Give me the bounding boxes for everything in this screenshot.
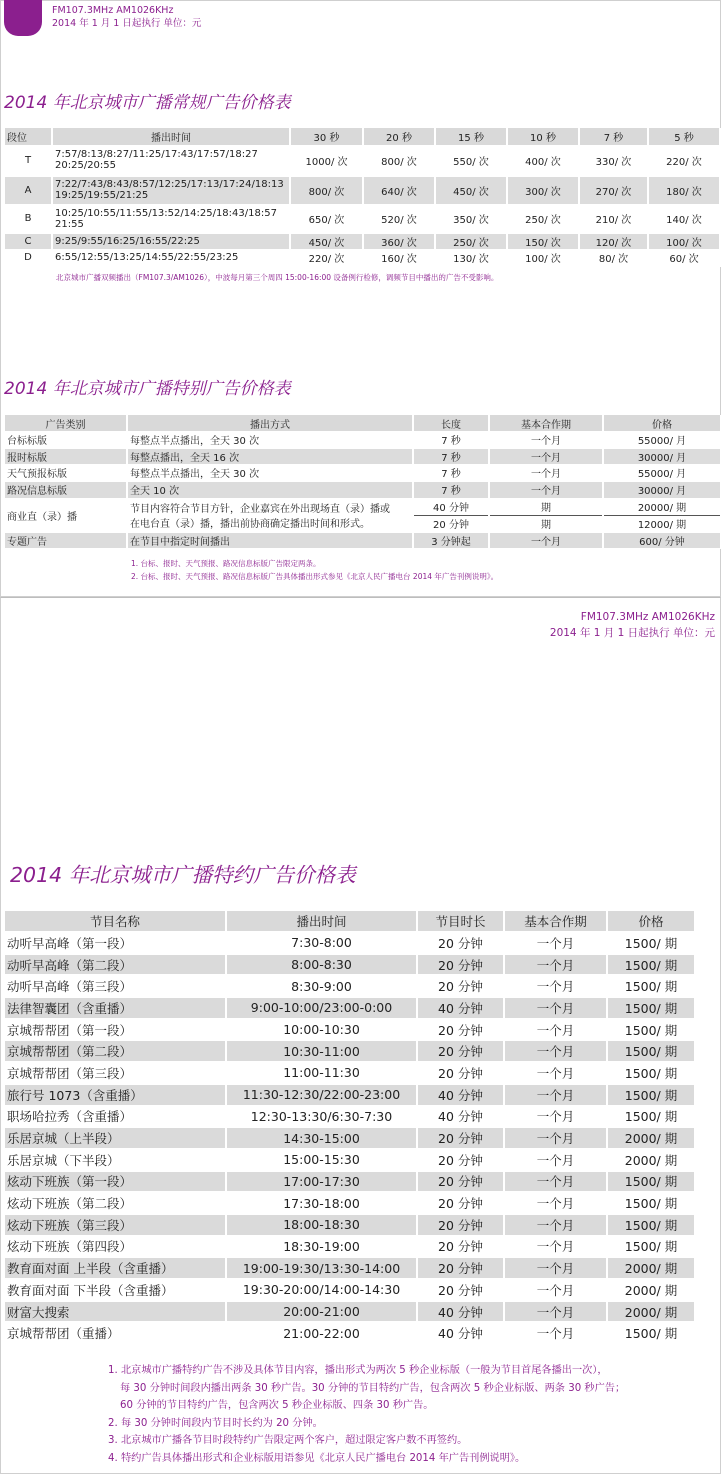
program-name-cell: 炫动下班族（第二段）: [5, 1192, 226, 1214]
length-cell: 20 分钟: [413, 515, 489, 532]
period-cell: 一个月: [504, 1019, 607, 1041]
period-cell: 一个月: [504, 1279, 607, 1301]
duration-cell: 40 分钟: [417, 997, 504, 1019]
table-row: [5, 1149, 695, 1171]
column-header: 20 秒: [363, 128, 435, 145]
program-name-cell: 炫动下班族（第三段）: [5, 1214, 226, 1236]
price-cell: 1500/ 期: [607, 1192, 695, 1214]
column-header: 价格: [603, 415, 721, 431]
table-row: [5, 532, 721, 548]
price-cell: 60/ 次: [648, 249, 720, 266]
price-cell: 800/ 次: [363, 145, 435, 176]
table-row: [5, 204, 720, 233]
price-cell: 2000/ 期: [607, 1279, 695, 1301]
table-row: [5, 1322, 695, 1344]
table-row: [5, 1040, 695, 1062]
duration-cell: 20 分钟: [417, 932, 504, 954]
airtime-line: 19:25/19:55/21:25: [55, 190, 149, 201]
airtime-cell: 8:30-9:00: [226, 975, 417, 997]
period-cell: 一个月: [504, 1301, 607, 1323]
price-cell: 100/ 次: [648, 233, 720, 249]
duration-cell: 20 分钟: [417, 1236, 504, 1258]
column-header: 节目时长: [417, 911, 504, 932]
airtime-cell: 18:30-19:00: [226, 1236, 417, 1258]
price-cell: 210/ 次: [579, 204, 648, 233]
table-row: [5, 975, 695, 997]
length-cell: 40 分钟: [413, 498, 489, 515]
program-name-cell: 乐居京城（上半段）: [5, 1127, 226, 1149]
price-cell: 30000/ 月: [603, 481, 721, 498]
segment-cell: A: [5, 176, 52, 204]
duration-cell: 20 分钟: [417, 1279, 504, 1301]
table-row: [5, 1257, 695, 1279]
duration-cell: 20 分钟: [417, 1062, 504, 1084]
price-cell: 360/ 次: [363, 233, 435, 249]
program-name-cell: 京城帮帮团（第三段）: [5, 1062, 226, 1084]
price-cell: 1500/ 期: [607, 932, 695, 954]
regular-ad-price-title: 2014 年北京城市广播常规广告价格表: [4, 93, 291, 113]
price-cell: 600/ 分钟: [603, 532, 721, 548]
period-cell: 期: [489, 498, 603, 515]
airtime-cell: 9:25/9:55/16:25/16:55/22:25: [52, 233, 290, 249]
price-cell: 120/ 次: [579, 233, 648, 249]
program-name-cell: 炫动下班族（第一段）: [5, 1171, 226, 1193]
price-cell: 640/ 次: [363, 176, 435, 204]
price-cell: 1500/ 期: [607, 1019, 695, 1041]
column-header: 价格: [607, 911, 695, 932]
price-cell: 1500/ 期: [607, 997, 695, 1019]
column-header: 7 秒: [579, 128, 648, 145]
page-header: [550, 609, 715, 641]
period-cell: 一个月: [504, 932, 607, 954]
table-row: [5, 481, 721, 498]
price-cell: 450/ 次: [290, 233, 363, 249]
column-header: 播出方式: [127, 415, 413, 431]
price-cell: 1500/ 期: [607, 1040, 695, 1062]
table-row: [5, 932, 695, 954]
price-cell: 520/ 次: [363, 204, 435, 233]
price-cell: 300/ 次: [507, 176, 579, 204]
price-cell: 1000/ 次: [290, 145, 363, 176]
price-cell: 100/ 次: [507, 249, 579, 266]
price-cell: 130/ 次: [435, 249, 507, 266]
note-line: 2. 每 30 分钟时间段内节目时长约为 20 分钟。: [108, 1417, 323, 1429]
price-cell: 250/ 次: [507, 204, 579, 233]
period-cell: 一个月: [504, 1127, 607, 1149]
special-ad-price-table: [5, 415, 722, 549]
program-name-cell: 财富大搜索: [5, 1301, 226, 1323]
column-header: 段位: [5, 128, 52, 145]
airtime-cell: 12:30-13:30/6:30-7:30: [226, 1106, 417, 1128]
price-cell: 55000/ 月: [603, 464, 721, 481]
airtime-cell: 17:00-17:30: [226, 1171, 417, 1193]
period-cell: 一个月: [504, 1322, 607, 1344]
duration-cell: 20 分钟: [417, 975, 504, 997]
broadcast-method-cell: [127, 498, 413, 532]
price-cell: 550/ 次: [435, 145, 507, 176]
broadcast-method-cell: 每整点半点播出，全天 30 次: [127, 464, 413, 481]
table-row: [5, 1214, 695, 1236]
period-cell: 一个月: [504, 1062, 607, 1084]
price-cell: 1500/ 期: [607, 1214, 695, 1236]
column-header: 长度: [413, 415, 489, 431]
airtime-cell: 7:30-8:00: [226, 932, 417, 954]
airtime-cell: 18:00-18:30: [226, 1214, 417, 1236]
regular-ad-price-table: [5, 128, 721, 267]
price-cell: 2000/ 期: [607, 1149, 695, 1171]
price-cell: 1500/ 期: [607, 954, 695, 976]
table-header-row: [5, 128, 720, 145]
price-cell: 1500/ 期: [607, 1062, 695, 1084]
special-ad-price-title: 2014 年北京城市广播特别广告价格表: [4, 379, 291, 399]
airtime-cell: 17:30-18:00: [226, 1192, 417, 1214]
program-name-cell: 职场哈拉秀（含重播）: [5, 1106, 226, 1128]
airtime-cell: 11:00-11:30: [226, 1062, 417, 1084]
table-header-row: [5, 911, 695, 932]
duration-cell: 20 分钟: [417, 1040, 504, 1062]
airtime-cell: 8:00-8:30: [226, 954, 417, 976]
sponsored-ad-notes: [108, 1362, 625, 1467]
broadcast-method-cell: 在节目中指定时间播出: [127, 532, 413, 548]
table-row: [5, 1062, 695, 1084]
note-line: 每 30 分钟时间段内播出两条 30 秒广告。30 分钟的节目特约广告，包含两次 5 秒企业标版、两条 30 秒广告；: [120, 1382, 626, 1394]
price-cell: 150/ 次: [507, 233, 579, 249]
column-header: 15 秒: [435, 128, 507, 145]
period-cell: 一个月: [504, 1040, 607, 1062]
program-name-cell: 乐居京城（下半段）: [5, 1149, 226, 1171]
sponsored-ad-price-title: 2014 年北京城市广播特约广告价格表: [10, 863, 356, 887]
price-cell: 12000/ 期: [603, 515, 721, 532]
airtime-line: 10:25/10:55/11:55/13:52/14:25/18:43/18:57: [55, 207, 277, 219]
table-row: [5, 954, 695, 976]
duration-cell: 20 分钟: [417, 1171, 504, 1193]
segment-cell: D: [5, 249, 52, 266]
column-header: 30 秒: [290, 128, 363, 145]
note-line: 2. 台标、报时、天气预报、路况信息标版广告具体播出形式参见《北京人民广播电台 2014 年广告刊例说明》。: [131, 572, 499, 581]
price-cell: 220/ 次: [290, 249, 363, 266]
airtime-line: 20:25/20:55: [55, 160, 117, 172]
column-header: 广告类别: [5, 415, 127, 431]
price-cell: 30000/ 月: [603, 448, 721, 464]
airtime-cell: 9:00-10:00/23:00-0:00: [226, 997, 417, 1019]
table-row: [5, 431, 721, 448]
airtime-cell: 15:00-15:30: [226, 1149, 417, 1171]
broadcast-method-cell: 每整点播出，全天 16 次: [127, 448, 413, 464]
table-row: [5, 1171, 695, 1193]
price-cell: 1500/ 期: [607, 1322, 695, 1344]
duration-cell: 20 分钟: [417, 1257, 504, 1279]
table-row: [5, 176, 720, 204]
price-cell: 330/ 次: [579, 145, 648, 176]
length-cell: 7 秒: [413, 481, 489, 498]
broadcast-method-cell: 每整点半点播出，全天 30 次: [127, 431, 413, 448]
price-cell: 250/ 次: [435, 233, 507, 249]
price-cell: 160/ 次: [363, 249, 435, 266]
regular-ad-note: 北京城市广播双频播出（FM107.3/AM1026），中波每月第三个周四 15:00-16:00 设备例行检修，调频节目中播出的广告不受影响。: [56, 273, 499, 282]
airtime-cell: [52, 204, 290, 233]
program-name-cell: 动听早高峰（第一段）: [5, 932, 226, 954]
duration-cell: 20 分钟: [417, 1149, 504, 1171]
period-cell: 一个月: [504, 1192, 607, 1214]
period-cell: 一个月: [504, 1149, 607, 1171]
duration-cell: 40 分钟: [417, 1301, 504, 1323]
price-cell: 140/ 次: [648, 204, 720, 233]
note-line: 4. 特约广告具体播出形式和企业标版用语参见《北京人民广播电台 2014 年广告刊例说明》。: [108, 1452, 526, 1464]
price-cell: 450/ 次: [435, 176, 507, 204]
airtime-cell: 10:00-10:30: [226, 1019, 417, 1041]
segment-cell: C: [5, 233, 52, 249]
sponsored-ad-price-table: [5, 911, 696, 1345]
airtime-line: 7:57/8:13/8:27/11:25/17:43/17:57/18:27: [55, 149, 258, 161]
table-row: [5, 464, 721, 481]
price-cell: 55000/ 月: [603, 431, 721, 448]
duration-cell: 20 分钟: [417, 1127, 504, 1149]
period-cell: 一个月: [504, 1257, 607, 1279]
airtime-cell: 10:30-11:00: [226, 1040, 417, 1062]
price-cell: 1500/ 期: [607, 1106, 695, 1128]
price-cell: 650/ 次: [290, 204, 363, 233]
length-cell: 7 秒: [413, 448, 489, 464]
table-row: [5, 233, 720, 249]
column-header: 基本合作期: [504, 911, 607, 932]
page-header: [52, 4, 201, 30]
price-cell: 1500/ 期: [607, 1236, 695, 1258]
broadcast-method-cell: 全天 10 次: [127, 481, 413, 498]
segment-cell: B: [5, 204, 52, 233]
method-line: 节目内容符合节目方针，企业嘉宾在外出现场直（录）播或: [130, 504, 390, 515]
program-name-cell: 动听早高峰（第二段）: [5, 954, 226, 976]
table-row: [5, 448, 721, 464]
price-cell: 20000/ 期: [603, 498, 721, 515]
price-cell: 1500/ 期: [607, 1084, 695, 1106]
duration-cell: 40 分钟: [417, 1322, 504, 1344]
column-header: 基本合作期: [489, 415, 603, 431]
airtime-cell: 21:00-22:00: [226, 1322, 417, 1344]
column-header: 节目名称: [5, 911, 226, 932]
ad-category-cell: 天气预报标版: [5, 464, 127, 481]
price-cell: 2000/ 期: [607, 1301, 695, 1323]
program-name-cell: 京城帮帮团（第一段）: [5, 1019, 226, 1041]
column-header: 播出时间: [52, 128, 290, 145]
length-cell: 7 秒: [413, 464, 489, 481]
period-cell: 一个月: [504, 1084, 607, 1106]
price-cell: 2000/ 期: [607, 1127, 695, 1149]
corner-tab-decoration: [4, 0, 42, 36]
airtime-line: 7:22/7:43/8:43/8:57/12:25/17:13/17:24/18:13: [55, 179, 284, 190]
ad-category-cell: 台标标版: [5, 431, 127, 448]
period-cell: 一个月: [504, 954, 607, 976]
program-name-cell: 京城帮帮团（重播）: [5, 1322, 226, 1344]
table-row: [5, 1019, 695, 1041]
ad-category-cell: 专题广告: [5, 532, 127, 548]
airtime-cell: [52, 176, 290, 204]
column-header: 10 秒: [507, 128, 579, 145]
column-header: 5 秒: [648, 128, 720, 145]
table-row: [5, 1279, 695, 1301]
table-row: [5, 1236, 695, 1258]
duration-cell: 20 分钟: [417, 1192, 504, 1214]
program-name-cell: 炫动下班族（第四段）: [5, 1236, 226, 1258]
airtime-cell: 11:30-12:30/22:00-23:00: [226, 1084, 417, 1106]
effective-date-text: 2014 年 1 月 1 日起执行 单位：元: [549, 627, 715, 639]
note-line: 1. 台标、报时、天气预报、路况信息标版广告限定两条。: [131, 559, 321, 568]
duration-cell: 40 分钟: [417, 1084, 504, 1106]
table-row: [5, 249, 720, 266]
table-header-row: [5, 415, 721, 431]
special-ad-notes: [131, 557, 498, 583]
ad-category-cell: 路况信息标版: [5, 481, 127, 498]
airtime-cell: 19:00-19:30/13:30-14:00: [226, 1257, 417, 1279]
program-name-cell: 教育面对面 下半段（含重播）: [5, 1279, 226, 1301]
program-name-cell: 旅行号 1073（含重播）: [5, 1084, 226, 1106]
program-name-cell: 教育面对面 上半段（含重播）: [5, 1257, 226, 1279]
program-name-cell: 京城帮帮团（第二段）: [5, 1040, 226, 1062]
table-row: [5, 1106, 695, 1128]
table-row: [5, 1127, 695, 1149]
price-cell: 220/ 次: [648, 145, 720, 176]
period-cell: 一个月: [504, 997, 607, 1019]
period-cell: 一个月: [489, 431, 603, 448]
price-cell: 350/ 次: [435, 204, 507, 233]
duration-cell: 20 分钟: [417, 1019, 504, 1041]
ad-category-cell: 商业直（录）播: [5, 498, 127, 532]
method-line: 在电台直（录）播，播出前协商确定播出时间和形式。: [130, 519, 370, 530]
airtime-cell: [52, 145, 290, 176]
effective-date-text: 2014 年 1 月 1 日起执行 单位：元: [52, 18, 202, 29]
period-cell: 期: [489, 515, 603, 532]
airtime-cell: 20:00-21:00: [226, 1301, 417, 1323]
duration-cell: 40 分钟: [417, 1106, 504, 1128]
airtime-cell: 19:30-20:00/14:00-14:30: [226, 1279, 417, 1301]
period-cell: 一个月: [504, 1214, 607, 1236]
price-cell: 1500/ 期: [607, 975, 695, 997]
duration-cell: 20 分钟: [417, 1214, 504, 1236]
period-cell: 一个月: [504, 1236, 607, 1258]
period-cell: 一个月: [489, 448, 603, 464]
note-line: 60 分钟的节目特约广告，包含两次 5 秒企业标版、四条 30 秒广告。: [120, 1400, 434, 1411]
period-cell: 一个月: [489, 481, 603, 498]
frequency-text: FM107.3MHz AM1026KHz: [580, 611, 715, 623]
airtime-cell: 6:55/12:55/13:25/14:55/22:55/23:25: [52, 249, 290, 266]
length-cell: 7 秒: [413, 431, 489, 448]
segment-cell: T: [5, 145, 52, 176]
airtime-cell: 14:30-15:00: [226, 1127, 417, 1149]
period-cell: 一个月: [489, 464, 603, 481]
price-cell: 1500/ 期: [607, 1171, 695, 1193]
table-row: [5, 145, 720, 176]
table-row: [5, 1192, 695, 1214]
table-row: [5, 1084, 695, 1106]
price-cell: 800/ 次: [290, 176, 363, 204]
program-name-cell: 法律智囊团（含重播）: [5, 997, 226, 1019]
table-row: [5, 498, 721, 515]
period-cell: 一个月: [504, 1106, 607, 1128]
note-line: 3. 北京城市广播各节目时段特约广告限定两个客户，超过限定客户数不再签约。: [108, 1435, 468, 1446]
column-header: 播出时间: [226, 911, 417, 932]
table-row: [5, 1301, 695, 1323]
frequency-text: FM107.3MHz AM1026KHz: [52, 5, 174, 16]
price-cell: 270/ 次: [579, 176, 648, 204]
price-cell: 400/ 次: [507, 145, 579, 176]
price-cell: 180/ 次: [648, 176, 720, 204]
price-cell: 80/ 次: [579, 249, 648, 266]
ad-category-cell: 报时标版: [5, 448, 127, 464]
price-cell: 2000/ 期: [607, 1257, 695, 1279]
length-cell: 3 分钟起: [413, 532, 489, 548]
period-cell: 一个月: [504, 975, 607, 997]
airtime-line: 21:55: [55, 218, 84, 230]
program-name-cell: 动听早高峰（第三段）: [5, 975, 226, 997]
note-line: 1. 北京城市广播特约广告不涉及具体节目内容，播出形式为两次 5 秒企业标版（一般为节目首尾各播出一次），: [108, 1365, 608, 1376]
duration-cell: 20 分钟: [417, 954, 504, 976]
period-cell: 一个月: [489, 532, 603, 548]
period-cell: 一个月: [504, 1171, 607, 1193]
table-row: [5, 997, 695, 1019]
